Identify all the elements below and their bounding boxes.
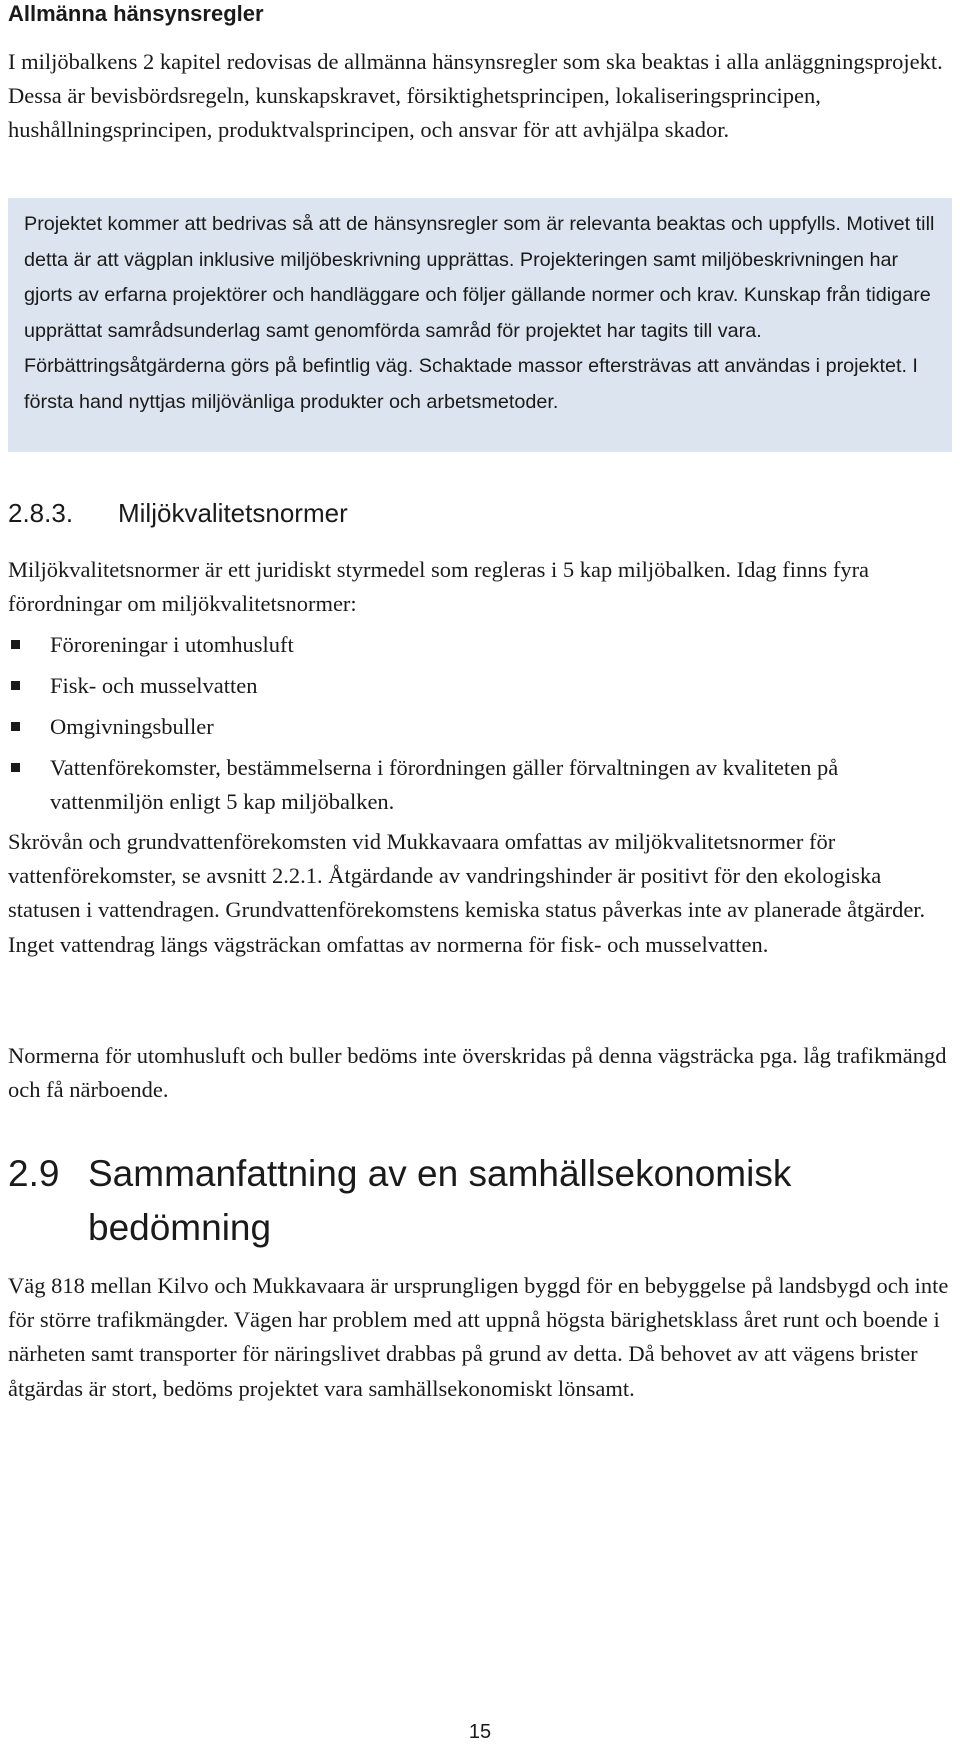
list-item-text: Föroreningar i utomhusluft <box>50 632 294 657</box>
info-box <box>8 198 952 452</box>
list-item <box>8 710 953 744</box>
subsection-title: Miljökvalitetsnormer <box>118 498 348 528</box>
section-heading: Allmänna hänsynsregler <box>8 1 264 26</box>
regulation-list <box>8 628 953 826</box>
square-bullet-icon <box>11 722 20 731</box>
list-item <box>8 628 953 662</box>
list-item <box>8 669 953 703</box>
subsection-number: 2.8.3. <box>8 498 74 528</box>
square-bullet-icon <box>11 763 20 772</box>
main-section-title: Sammanfattning av en samhällsekonomisk bedömning <box>88 1153 792 1248</box>
list-item <box>8 751 953 819</box>
subsection-heading <box>8 495 348 531</box>
mkn-paragraph-3: Normerna för utomhusluft och buller bedöms inte överskridas på denna vägsträcka pga. låg trafikmängd och få närboende. <box>8 1043 947 1102</box>
main-section-number: 2.9 <box>8 1153 60 1194</box>
list-item-text: Omgivningsbuller <box>50 714 214 739</box>
summary-paragraph: Väg 818 mellan Kilvo och Mukkavaara är ursprungligen byggd för en bebyggelse på landsbygd och inte för större trafikmängder. Vägen har problem med att uppnå högsta bärighetsklass året runt och boende i närheten samt transporter för näringslivet drabbas på grund av detta. Då behovet av att vägens brister åtgärdas är stort, bedöms projektet vara samhällsekonomiskt lönsamt. <box>8 1273 949 1401</box>
square-bullet-icon <box>11 640 20 649</box>
page-number: 15 <box>468 1721 492 1743</box>
info-box-text: Projektet kommer att bedrivas så att de hänsynsregler som är relevanta beaktas och uppfylls. Motivet till detta är att vägplan inklusive miljöbeskrivning upprättas. Projekteringen samt miljöbeskrivningen har gjorts av erfarna projektörer och handläggare och följer gällande normer och krav. Kunskap från tidigare upprättat samrådsunderlag samt genomförda samråd för projektet har tagits till vara. Förbättringsåtgärderna görs på befintlig väg. Schaktade massor eftersträvas att användas i projektet. I första hand nyttjas miljövänliga produkter och arbetsmetoder. <box>24 213 935 413</box>
main-section-heading <box>8 1147 953 1255</box>
mkn-intro-paragraph: Miljökvalitetsnormer är ett juridiskt styrmedel som regleras i 5 kap miljöbalken. Idag finns fyra förordningar om miljökvalitetsnormer: <box>8 557 870 616</box>
intro-paragraph: I miljöbalkens 2 kapitel redovisas de allmänna hänsynsregler som ska beaktas i alla anläggningsprojekt. Dessa är bevisbördsregeln, kunskapskravet, försiktighetsprincipen, lokaliseringsprincipen, hushållningsprincipen, produktvalsprincipen, och ansvar för att avhjälpa skador. <box>8 49 943 142</box>
list-item-text: Fisk- och musselvatten <box>50 673 258 698</box>
mkn-paragraph-2: Skrövån och grundvattenförekomsten vid Mukkavaara omfattas av miljökvalitetsnormer för vattenförekomster, se avsnitt 2.2.1. Åtgärdande av vandringshinder är positivt för den ekologiska statusen i vattendragen. Grundvattenförekomstens kemiska status påverkas inte av planerade åtgärder. Inget vattendrag längs vägsträckan omfattas av normerna för fisk- och musselvatten. <box>8 829 926 957</box>
list-item-text: Vattenförekomster, bestämmelserna i förordningen gäller förvaltningen av kvaliteten på vattenmiljön enligt 5 kap miljöbalken. <box>50 755 839 814</box>
square-bullet-icon <box>11 681 20 690</box>
